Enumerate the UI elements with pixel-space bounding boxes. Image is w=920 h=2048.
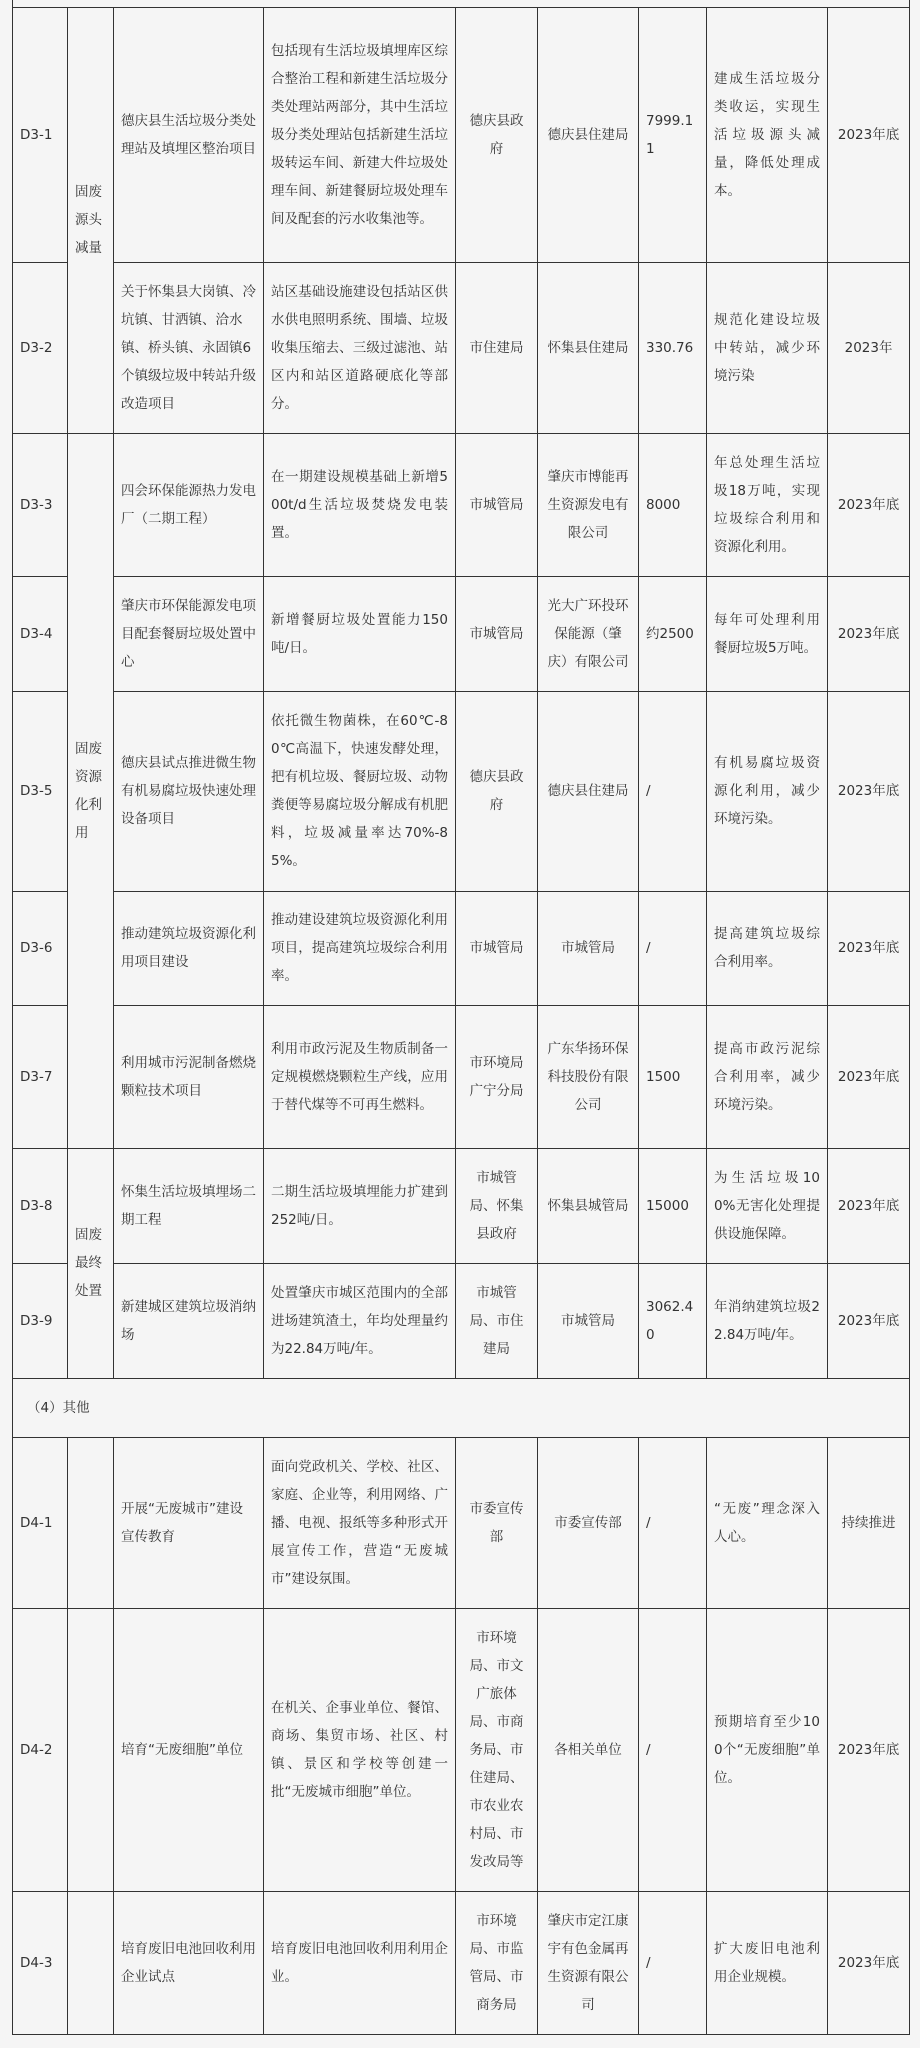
completion-time: 2023年底: [828, 1608, 910, 1891]
project-goal: 提高建筑垃圾综合利用率。: [707, 891, 828, 1005]
category-cell: 固废资源化利用: [68, 433, 114, 1148]
completion-time: 2023年底: [828, 1005, 910, 1148]
table-row: [13, 576, 910, 691]
investment-amount: 约2500: [639, 576, 707, 691]
completion-time: 2023年底: [828, 891, 910, 1005]
completion-time: 2023年底: [828, 576, 910, 691]
project-name: 新建城区建筑垃圾消纳场: [114, 1263, 264, 1378]
table-row: [13, 262, 910, 433]
investment-amount: 330.76: [639, 262, 707, 433]
previous-section-row: [13, 0, 910, 7]
project-name: 培育废旧电池回收利用企业试点: [114, 1891, 264, 2034]
category-cell-empty: [68, 1891, 114, 2034]
completion-time: 持续推进: [828, 1437, 910, 1608]
project-content: 站区基础设施建设包括站区供水供电照明系统、围墙、垃圾收集压缩去、三级过滤池、站区内和站区道路硬底化等部分。: [264, 262, 456, 433]
lead-unit: 市城管局: [456, 576, 538, 691]
responsible-unit: 肇庆市定江康宇有色金属再生资源有限公司: [538, 1891, 639, 2034]
table-row: [13, 691, 910, 891]
project-name: 培育“无废细胞”单位: [114, 1608, 264, 1891]
table-row: [13, 891, 910, 1005]
investment-amount: /: [639, 891, 707, 1005]
project-content: 培育废旧电池回收利用利用企业。: [264, 1891, 456, 2034]
category-cell: 固废最终处置: [68, 1148, 114, 1378]
project-id: D3-8: [13, 1148, 68, 1263]
investment-amount: 3062.40: [639, 1263, 707, 1378]
project-content: 依托微生物菌株，在60℃-80℃高温下，快速发酵处理，把有机垃圾、餐厨垃圾、动物粪便等易腐垃圾分解成有机肥料，垃圾减量率达70%-85%。: [264, 691, 456, 891]
previous-section-cell: [13, 0, 910, 7]
responsible-unit: 德庆县住建局: [538, 691, 639, 891]
completion-time: 2023年: [828, 262, 910, 433]
responsible-unit: 怀集县城管局: [538, 1148, 639, 1263]
lead-unit: 市环境局、市文广旅体局、市商务局、市住建局、市农业农村局、市发改局等: [456, 1608, 538, 1891]
project-content: 二期生活垃圾填埋能力扩建到252吨/日。: [264, 1148, 456, 1263]
project-id: D3-1: [13, 7, 68, 262]
investment-amount: 1500: [639, 1005, 707, 1148]
project-id: D4-3: [13, 1891, 68, 2034]
project-id: D3-2: [13, 262, 68, 433]
responsible-unit: 市委宣传部: [538, 1437, 639, 1608]
table-row: [13, 433, 910, 576]
project-id: D3-5: [13, 691, 68, 891]
lead-unit: 市委宣传部: [456, 1437, 538, 1608]
table-row: [13, 7, 910, 262]
responsible-unit: 德庆县住建局: [538, 7, 639, 262]
investment-amount: 7999.11: [639, 7, 707, 262]
completion-time: 2023年底: [828, 1148, 910, 1263]
project-goal: 年总处理生活垃圾18万吨，实现垃圾综合利用和资源化利用。: [707, 433, 828, 576]
project-content: 处置肇庆市城区范围内的全部进场建筑渣土，年均处理量约为22.84万吨/年。: [264, 1263, 456, 1378]
section-row-other: [13, 1378, 910, 1437]
project-id: D3-7: [13, 1005, 68, 1148]
project-table: [12, 0, 910, 2035]
completion-time: 2023年底: [828, 7, 910, 262]
project-goal: 建成生活垃圾分类收运，实现生活垃圾源头减量，降低处理成本。: [707, 7, 828, 262]
project-name: 肇庆市环保能源发电项目配套餐厨垃圾处置中心: [114, 576, 264, 691]
project-content: 包括现有生活垃圾填埋库区综合整治工程和新建生活垃圾分类处理站两部分，其中生活垃圾分类处理站包括新建生活垃圾转运车间、新建大件垃圾处理车间、新建餐厨垃圾处理车间及配套的污水收集池等。: [264, 7, 456, 262]
project-goal: 每年可处理利用餐厨垃圾5万吨。: [707, 576, 828, 691]
section-title: （4）其他: [13, 1378, 910, 1437]
lead-unit: 市城管局、市住建局: [456, 1263, 538, 1378]
project-name: 关于怀集县大岗镇、冷坑镇、甘洒镇、洽水镇、桥头镇、永固镇6个镇级垃圾中转站升级改造项目: [114, 262, 264, 433]
responsible-unit: 市城管局: [538, 1263, 639, 1378]
lead-unit: 市住建局: [456, 262, 538, 433]
project-id: D4-2: [13, 1608, 68, 1891]
completion-time: 2023年底: [828, 691, 910, 891]
project-name: 开展“无废城市”建设宣传教育: [114, 1437, 264, 1608]
category-cell-empty: [68, 1608, 114, 1891]
lead-unit: 市环境局、市监管局、市商务局: [456, 1891, 538, 2034]
responsible-unit: 市城管局: [538, 891, 639, 1005]
project-name: 四会环保能源热力发电厂（二期工程）: [114, 433, 264, 576]
lead-unit: 德庆县政府: [456, 7, 538, 262]
project-content: 利用市政污泥及生物质制备一定规模燃烧颗粒生产线，应用于替代煤等不可再生燃料。: [264, 1005, 456, 1148]
table-row: [13, 1005, 910, 1148]
project-id: D3-3: [13, 433, 68, 576]
completion-time: 2023年底: [828, 1263, 910, 1378]
project-id: D3-4: [13, 576, 68, 691]
project-goal: 扩大废旧电池利用企业规模。: [707, 1891, 828, 2034]
table-row: [13, 1891, 910, 2034]
completion-time: 2023年底: [828, 1891, 910, 2034]
investment-amount: 15000: [639, 1148, 707, 1263]
responsible-unit: 光大广环投环保能源（肇庆）有限公司: [538, 576, 639, 691]
table-row: [13, 1437, 910, 1608]
table-row: [13, 1263, 910, 1378]
project-content: 在机关、企事业单位、餐馆、商场、集贸市场、社区、村镇、景区和学校等创建一批“无废城市细胞”单位。: [264, 1608, 456, 1891]
responsible-unit: 肇庆市博能再生资源发电有限公司: [538, 433, 639, 576]
lead-unit: 市城管局、怀集县政府: [456, 1148, 538, 1263]
table-row: [13, 1608, 910, 1891]
project-goal: 提高市政污泥综合利用率，减少环境污染。: [707, 1005, 828, 1148]
investment-amount: /: [639, 1608, 707, 1891]
project-name: 推动建筑垃圾资源化利用项目建设: [114, 891, 264, 1005]
lead-unit: 市城管局: [456, 433, 538, 576]
project-content: 面向党政机关、学校、社区、家庭、企业等，利用网络、广播、电视、报纸等多种形式开展宣传工作，营造“无废城市”建设氛围。: [264, 1437, 456, 1608]
category-cell-empty: [68, 1437, 114, 1608]
project-goal: 规范化建设垃圾中转站，减少环境污染: [707, 262, 828, 433]
category-cell: 固废源头减量: [68, 7, 114, 433]
investment-amount: /: [639, 1437, 707, 1608]
project-content: 在一期建设规模基础上新增500t/d生活垃圾焚烧发电装置。: [264, 433, 456, 576]
investment-amount: 8000: [639, 433, 707, 576]
project-name: 德庆县试点推进微生物有机易腐垃圾快速处理设备项目: [114, 691, 264, 891]
project-id: D3-9: [13, 1263, 68, 1378]
investment-amount: /: [639, 691, 707, 891]
lead-unit: 市环境局广宁分局: [456, 1005, 538, 1148]
project-id: D3-6: [13, 891, 68, 1005]
project-goal: 为生活垃圾100%无害化处理提供设施保障。: [707, 1148, 828, 1263]
completion-time: 2023年底: [828, 433, 910, 576]
project-content: 新增餐厨垃圾处置能力150吨/日。: [264, 576, 456, 691]
project-id: D4-1: [13, 1437, 68, 1608]
lead-unit: 德庆县政府: [456, 691, 538, 891]
table-row: [13, 1148, 910, 1263]
project-goal: 年消纳建筑垃圾22.84万吨/年。: [707, 1263, 828, 1378]
project-name: 怀集生活垃圾填埋场二期工程: [114, 1148, 264, 1263]
project-goal: 预期培育至少100个“无废细胞”单位。: [707, 1608, 828, 1891]
project-name: 利用城市污泥制备燃烧颗粒技术项目: [114, 1005, 264, 1148]
project-name: 德庆县生活垃圾分类处理站及填埋区整治项目: [114, 7, 264, 262]
responsible-unit: 广东华扬环保科技股份有限公司: [538, 1005, 639, 1148]
lead-unit: 市城管局: [456, 891, 538, 1005]
project-goal: “无废”理念深入人心。: [707, 1437, 828, 1608]
responsible-unit: 各相关单位: [538, 1608, 639, 1891]
project-content: 推动建设建筑垃圾资源化利用项目，提高建筑垃圾综合利用率。: [264, 891, 456, 1005]
investment-amount: /: [639, 1891, 707, 2034]
project-goal: 有机易腐垃圾资源化利用，减少环境污染。: [707, 691, 828, 891]
responsible-unit: 怀集县住建局: [538, 262, 639, 433]
